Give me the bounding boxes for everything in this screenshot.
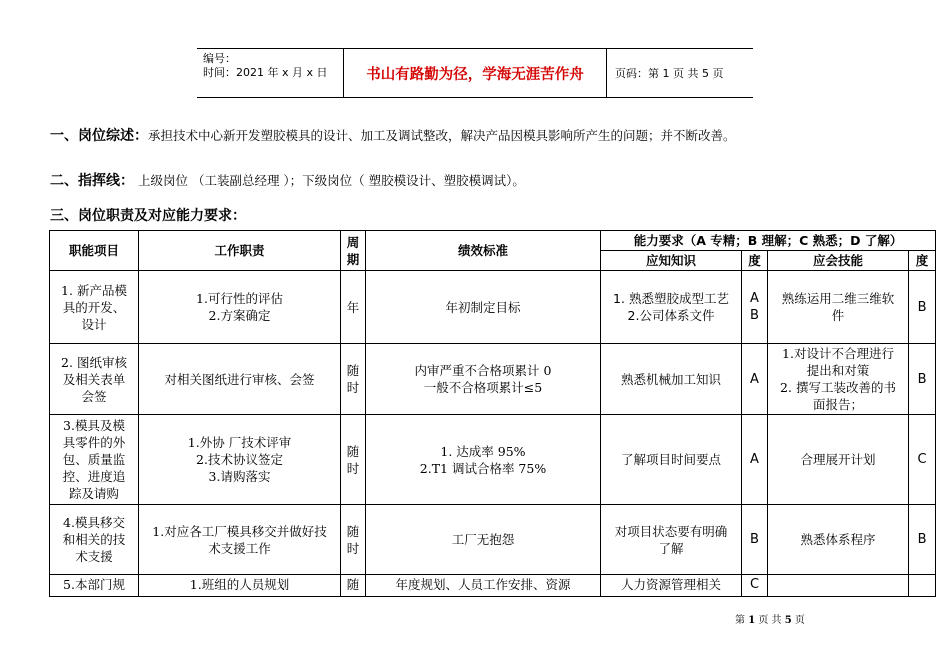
cell-line: 随 [346,363,360,378]
cell-skill [768,505,909,575]
cell-line: 年初制定目标 [445,299,521,315]
cell-line: 合理展开计划 [800,452,876,467]
cell-line: 1.对应各工厂模具移交并做好技 [152,523,327,539]
cell-period [341,344,366,415]
cell-line: B [750,532,759,547]
cell-line: 包、质量监 [62,452,126,467]
cell-line: 对相关图纸进行审核、会签 [164,371,315,387]
cell-degree1 [742,344,768,415]
cell-line: 2.方案确定 [208,308,271,323]
cell-skill [768,575,909,597]
cell-line: 会签 [81,388,107,404]
table-row [50,271,936,344]
cell-degree1 [742,415,768,505]
cell-knowledge [601,271,742,344]
table-row [50,505,936,575]
header-motto: 书山有路勤为径，学海无涯苦作舟 [343,49,607,97]
cell-standard [366,344,601,415]
cell-line: 3.模具及模 [63,418,125,433]
cell-line: 1.对设计不合理进行 [782,346,894,361]
cell-standard [366,505,601,575]
section-duties [50,205,246,225]
cell-line: 2.公司体系文件 [627,308,715,323]
cell-duty [139,344,341,415]
cell-line: 1.班组的人员规划 [189,577,290,592]
cell-period [341,271,366,344]
cell-line: 了解 [658,540,684,556]
cell-line: 1. 达成率 95% [440,443,526,459]
table-row [50,415,936,505]
cell-line: 年度规划、人员工作安排、资源 [395,577,571,592]
cell-degree2 [909,271,936,344]
cell-line: 2. 撰写工装改善的书 [780,380,896,395]
header-page-info: 页码：第 1 页 共 5 页 [615,67,724,80]
cell-line: 随 [346,443,360,459]
cell-knowledge [601,575,742,597]
footer-page: 1 [748,615,756,626]
cell-period [341,415,366,505]
cell-standard [366,575,601,597]
cell-line: 面报告； [812,397,863,412]
cell-line: 一般不合格项累计≤5 [423,380,543,395]
cell-line: 随 [346,577,360,592]
cell-line: 3.请购落实 [208,469,271,484]
cell-line: 1.可行性的评估 [196,291,283,306]
header-skill: 应会技能 [768,251,909,271]
cell-item [50,344,139,415]
cell-line: 熟悉体系程序 [800,532,876,547]
cell-line: 时 [346,540,360,556]
cell-line: 熟悉机械加工知识 [620,371,721,387]
cell-line: B [917,532,927,547]
cell-degree2 [909,505,936,575]
number-label: 编号： [203,52,236,65]
cell-degree1 [742,575,768,597]
cell-line: 术支援 [75,549,113,564]
cell-knowledge [601,415,742,505]
cell-line: A [750,452,759,467]
section-duties-title: 三、岗位职责及对应能力要求： [50,208,246,224]
cell-duty [139,575,341,597]
page-footer: 第 1 页 共 5 页 [735,615,805,626]
cell-line: B [917,299,927,315]
cell-knowledge [601,505,742,575]
cell-skill [768,344,909,415]
cell-line: 时 [346,460,360,476]
header-item: 职能项目 [50,231,139,271]
cell-line: 2.技术协议签定 [196,452,283,467]
cell-line: 熟练运用二维三维软 [781,291,895,306]
cell-line: 2. 图纸审核 [61,354,127,370]
cell-period [341,575,366,597]
cell-duty [139,505,341,575]
section-overview-title: 一、岗位综述： [50,128,148,144]
cell-item [50,575,139,597]
section-command-title: 二、指挥线： [50,173,134,189]
cell-line: 件 [831,308,845,323]
cell-line: B [750,308,759,323]
cell-duty [139,271,341,344]
section-command-line [50,170,525,190]
cell-line: 年 [346,299,360,315]
header-knowledge: 应知知识 [601,251,742,271]
header-duty: 工作职责 [139,231,341,271]
cell-line: 提出和对策 [806,363,870,378]
section-command-text: 上级岗位 （工装副总经理 ）；下级岗位（ 塑胶模设计、塑胶模调试）。 [134,173,525,188]
duties-table [49,230,936,597]
cell-line: 2.T1 调试合格率 75% [419,460,547,476]
cell-line: 具的开发、 [62,299,126,315]
cell-skill [768,415,909,505]
cell-degree1 [742,505,768,575]
cell-degree1 [742,271,768,344]
cell-line: 4.模具移交 [63,515,125,530]
cell-line: 了解项目时间要点 [620,452,721,467]
cell-line: C [917,452,927,467]
duties-table-body [50,271,936,597]
header-degree-knowledge: 度 [742,251,768,271]
cell-knowledge [601,344,742,415]
cell-skill [768,271,909,344]
cell-line: 1.外协 厂技术评审 [187,435,292,450]
cell-standard [366,415,601,505]
section-overview-text: 承担技术中心新开发塑胶模具的设计、加工及调试整改，解决产品因模具影响所产生的问题；并不断改善。 [148,128,736,143]
cell-line: 内审严重不合格项累计 0 [414,363,552,378]
cell-line: 控、进度追 [62,469,126,484]
cell-line: A [750,371,759,387]
table-row [50,575,936,597]
cell-line: 设计 [81,316,107,332]
cell-line: 对项目状态要有明确 [614,523,728,539]
cell-degree2 [909,344,936,415]
cell-line: 1. 新产品模 [61,282,127,298]
table-row [50,344,936,415]
cell-line: C [749,577,760,592]
cell-standard [366,271,601,344]
header-ability: 能力要求（A 专精；B 理解；C 熟悉；D 了解） [601,231,936,251]
cell-line: 和相关的技 [62,532,126,547]
header-degree-skill: 度 [909,251,936,271]
cell-item [50,505,139,575]
section-overview [50,125,736,145]
cell-line: 5.本部门规 [63,577,125,592]
cell-period [341,505,366,575]
cell-degree2 [909,575,936,597]
cell-line: B [917,371,927,387]
cell-line: 时 [346,380,360,395]
cell-line: 工厂无抱怨 [451,532,515,547]
cell-item [50,415,139,505]
cell-line: 及相关表单 [62,371,126,387]
cell-line: 1. 熟悉塑胶成型工艺 [613,291,729,306]
header-period: 周期 [341,231,366,271]
cell-line: A [750,291,759,306]
time-label: 时间：2021 年 x 月 x 日 [203,66,328,79]
footer-total: 5 [784,615,792,626]
header-standard: 绩效标准 [366,231,601,271]
cell-duty [139,415,341,505]
cell-line: 随 [346,523,360,539]
cell-line: 人力资源管理相关 [620,577,721,592]
cell-item [50,271,139,344]
header-meta [197,49,343,97]
cell-line: 术支援工作 [208,540,271,556]
cell-degree2 [909,415,936,505]
document-header [197,48,753,98]
cell-line: 踪及请购 [68,486,119,501]
cell-line: 具零件的外 [62,435,126,450]
